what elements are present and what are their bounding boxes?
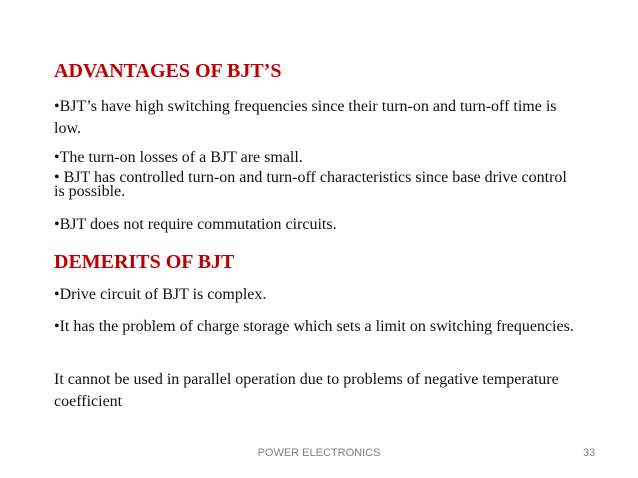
page-number: 33 [583,447,596,459]
advantage-point-4: •BJT does not require commutation circuits. [54,216,337,233]
advantages-heading: ADVANTAGES OF BJT’S [54,60,282,82]
advantage-point-2: •The turn-on losses of a BJT are small. [54,149,303,166]
demerits-heading: DEMERITS OF BJT [54,251,235,273]
demerit-point-3: It cannot be used in parallel operation due to problems of negative temperature coefficient [54,371,559,410]
demerit-point-1: •Drive circuit of BJT is complex. [54,286,267,303]
demerit-point-2: •It has the problem of charge storage which sets a limit on switching frequencies. [54,318,574,335]
advantage-point-1: •BJT’s have high switching frequencies since their turn-on and turn-off time is low. [54,98,557,137]
footer-title: POWER ELECTRONICS [257,447,381,459]
advantage-point-3: • BJT has controlled turn-on and turn-off characteristics since base drive control is possible. [54,169,567,200]
